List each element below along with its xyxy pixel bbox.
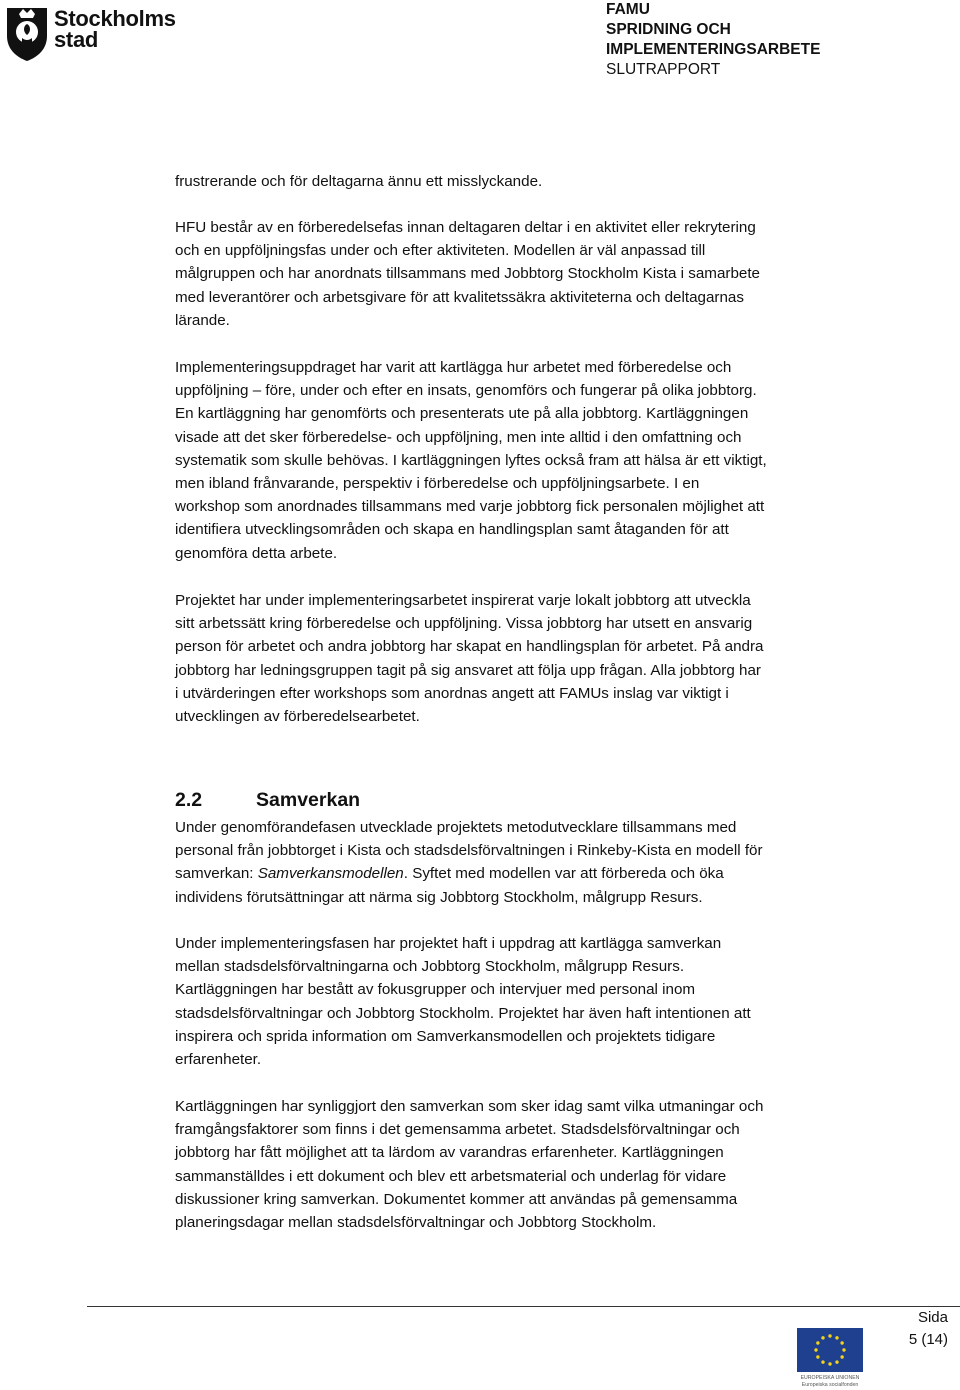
paragraph-line: stadsdelsförvaltningar och Jobbtorg Stockholm. Projektet har även haft intentionen att xyxy=(175,1004,751,1022)
logo-wordmark xyxy=(54,8,176,50)
paragraph-line: sammanställdes i ett dokument och blev ett arbetsmaterial och underlag för vidare xyxy=(175,1167,727,1185)
header-title-line-3: IMPLEMENTERINGSARBETE xyxy=(606,41,821,58)
eu-star xyxy=(840,1341,843,1344)
paragraph-line: Under genomförandefasen utvecklade projektets metodutvecklare tillsammans med xyxy=(175,819,737,836)
eu-star xyxy=(835,1360,838,1363)
paragraph-line: visade att det sker förberedelse- och uppföljning, men inte alltid i den omfattning och xyxy=(175,428,742,446)
paragraph-line: jobbtorg har ledningsgruppen tagit på sig ansvaret att följa upp frågan. Alla jobbtorg har xyxy=(175,661,761,679)
paragraph-3 xyxy=(175,356,875,565)
paragraph-line: diskussioner kring samverkan. Dokumentet kommer att användas på gemensamma xyxy=(175,1190,738,1208)
eu-star xyxy=(816,1341,819,1344)
paragraph-1 xyxy=(175,170,875,193)
paragraph-line: HFU består av en förberedelsefas innan deltagaren deltar i en aktivitet eller rekrytering xyxy=(175,219,756,236)
eu-star xyxy=(828,1334,831,1337)
paragraph-line: i utvärderingen efter workshops som anordnas angett att FAMUs inslag var viktigt i xyxy=(175,684,729,702)
page-label: Sida xyxy=(917,1309,948,1326)
paragraph-line: Implementeringsuppdraget har varit att kartlägga hur arbetet med förberedelse och xyxy=(175,359,732,376)
paragraph-line: Projektet har under implementeringsarbetet inspirerat varje lokalt jobbtorg att utveckla xyxy=(175,592,751,609)
paragraph-line: med leverantörer och arbetsgivare för att kvalitetssäkra aktiviteterna och deltagarnas xyxy=(175,288,744,306)
paragraph-line: sitt arbetssätt kring förberedelse och uppföljning. Vissa jobbtorg har utsett en ansvarig xyxy=(175,615,753,633)
paragraph-line: målgruppen och har anordnats tillsammans med Jobbtorg Stockholm Kista i samarbete xyxy=(175,265,761,283)
paragraph-line: utvecklingen av förberedelsearbetet. xyxy=(175,708,420,726)
header-title-line-2: SPRIDNING OCH xyxy=(606,21,731,38)
paragraph-line: lärande. xyxy=(175,311,230,329)
paragraph-line: och en uppföljningsfas under och efter aktiviteten. Modellen är väl anpassad till xyxy=(175,242,706,260)
paragraph-line: erfarenheter. xyxy=(175,1051,262,1069)
paragraph-line: planeringsdagar mellan stadsdelsförvaltningar och Jobbtorg Stockholm. xyxy=(175,1214,657,1232)
paragraph-line: genomföra detta arbete. xyxy=(175,544,338,562)
text-run: samverkan: xyxy=(175,865,258,883)
paragraph-4 xyxy=(175,589,875,728)
paragraph-line: framgångsfaktorer som finns i det gemensamma arbetet. Stadsdelsförvaltningar och xyxy=(175,1121,740,1139)
paragraph-line: inspirera och sprida information om Samverkansmodellen och projektets tidigare xyxy=(175,1027,716,1045)
eu-star xyxy=(821,1360,824,1363)
eu-star xyxy=(821,1336,824,1339)
stockholm-crest-logo xyxy=(4,2,50,62)
paragraph-line: jobbtorg har fått möjlighet att ta lärdom av varandras erfarenheter. Kartläggningen xyxy=(175,1144,724,1162)
italic-term: Samverkansmodellen xyxy=(257,865,404,883)
document-header-title xyxy=(606,0,820,80)
paragraph-line: Kartläggningen har bestått av fokusgrupper och intervjuer med personal inom xyxy=(175,981,696,999)
paragraph-line: mellan stadsdelsförvaltningarna och Jobbtorg Stockholm, målgrupp Resurs. xyxy=(175,958,685,976)
eu-star xyxy=(828,1362,831,1365)
eu-star xyxy=(840,1355,843,1358)
eu-star xyxy=(835,1336,838,1339)
text-run: . Syftet med modellen var att förbereda och öka xyxy=(403,865,724,883)
paragraph-line xyxy=(175,862,875,885)
paragraph-line: Kartläggningen har synliggjort den samverkan som sker idag samt vilka utmaningar och xyxy=(175,1098,764,1115)
paragraph-6 xyxy=(175,932,875,1071)
section-number: 2.2 xyxy=(175,789,203,811)
eu-label-2: Europeiska socialfonden xyxy=(801,1382,859,1388)
paragraph-7 xyxy=(175,1095,875,1234)
header-title-line-1: FAMU xyxy=(606,1,650,18)
logo-text-line-2: stad xyxy=(54,27,99,52)
paragraph-line: individens förutsättningar att närma sig Jobbtorg Stockholm, målgrupp Resurs. xyxy=(175,888,703,906)
eu-star xyxy=(814,1348,817,1351)
paragraph-line: personal från jobbtorget i Kista och stadsdelsförvaltningen i Rinkeby-Kista en modell för xyxy=(175,842,763,860)
paragraph-line: En kartläggning har genomförts och presenterats ute på alla jobbtorg. Kartläggningen xyxy=(175,405,749,423)
paragraph-line: workshop som anordnades tillsammans med varje jobbtorg fick personalen möjlighet att xyxy=(175,498,765,516)
paragraph-line: uppföljning – före, under och efter en insats, genomförs och fungerar på olika jobbtorg. xyxy=(175,382,757,400)
section-heading xyxy=(175,789,360,812)
eu-star xyxy=(842,1348,845,1351)
paragraph-line: person för arbetet och andra jobbtorg har skapat en handlingsplan för arbetet. På andra xyxy=(175,638,764,656)
paragraph-line: identifiera utvecklingsområden och skapa en handlingsplan samt åtaganden för att xyxy=(175,521,729,539)
header-title-line-4: SLUTRAPPORT xyxy=(606,61,721,78)
footer-divider xyxy=(87,1306,960,1307)
paragraph-5 xyxy=(175,816,875,909)
logo-text-line-1: Stockholms xyxy=(54,6,176,31)
paragraph-line: frustrerande och för deltagarna ännu ett misslyckande. xyxy=(175,173,543,190)
page-number: 5 (14) xyxy=(908,1331,948,1348)
paragraph-line: men ibland frånvarande, perspektiv i förberedelse och uppföljningsarbete. I en xyxy=(175,475,700,493)
eu-label-1: EUROPEISKA UNIONEN xyxy=(800,1375,860,1381)
eu-flag-logo xyxy=(797,1328,863,1388)
paragraph-line: Under implementeringsfasen har projektet haft i uppdrag att kartlägga samverkan xyxy=(175,935,722,952)
section-title: Samverkan xyxy=(256,789,361,811)
paragraph-2 xyxy=(175,216,875,332)
paragraph-line: systematik som skulle behövas. I kartläggningen lyftes också fram att hälsa är ett viktigt, xyxy=(175,451,767,469)
eu-star xyxy=(816,1355,819,1358)
page-indicator xyxy=(880,1307,948,1351)
